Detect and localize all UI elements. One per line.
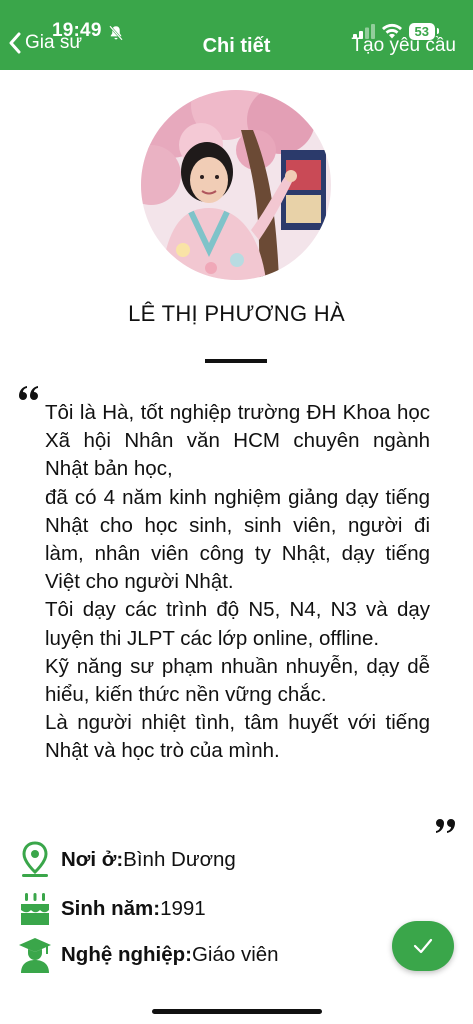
quote-open-icon (18, 384, 40, 404)
birth-year-row (18, 890, 206, 928)
confirm-button[interactable] (392, 921, 454, 971)
bio-paragraph: đã có 4 năm kinh nghiệm giảng dạy tiếng Nhật cho học sinh, sinh viên, người đi làm, nhân viên công ty Nhật, dạy tiếng Việt cho người Nhật. (45, 485, 430, 594)
avatar-photo (141, 90, 331, 280)
birthday-cake-icon (18, 890, 52, 928)
name-divider (205, 359, 267, 363)
location-pin-icon (19, 841, 51, 879)
occupation-value: Giáo viên (191, 943, 279, 966)
check-icon (412, 937, 434, 955)
create-request-button[interactable]: Tạo yêu cầu (351, 35, 456, 56)
birth-year-value: 1991 (160, 897, 206, 920)
location-value: Bình Dương (123, 848, 236, 871)
occupation-row (18, 936, 279, 974)
quote-close-icon (434, 815, 456, 835)
app-header (0, 0, 473, 70)
battery-icon: 53 (409, 23, 435, 40)
status-time: 19:49 (52, 20, 102, 41)
tutor-bio (45, 399, 430, 766)
bio-paragraph: Kỹ năng sư phạm nhuần nhuyễn, dạy dễ hiểu, kiến thức nền vững chắc. (45, 654, 430, 707)
bio-paragraph: Tôi dạy các trình độ N5, N4, N3 và dạy luyện thi JLPT các lớp online, offline. (45, 598, 430, 650)
bio-paragraph: Tôi là Hà, tốt nghiệp trường ĐH Khoa học Xã hội Nhân văn HCM chuyên ngành Nhật bản học, (45, 401, 430, 481)
page-title: Chi tiết (202, 35, 271, 57)
avatar (141, 90, 331, 280)
back-label: Gia sư (25, 32, 83, 53)
location-label: Nơi ở: (61, 848, 124, 871)
tutor-name: LÊ THỊ PHƯƠNG HÀ (128, 301, 345, 326)
home-indicator[interactable] (152, 1009, 322, 1014)
occupation-label: Nghệ nghiệp: (61, 943, 192, 966)
bio-paragraph: Là người nhiệt tình, tâm huyết với tiếng Nhật và học trò của mình. (45, 711, 430, 763)
location-row (18, 841, 236, 879)
graduate-icon (18, 936, 52, 974)
birth-year-label: Sinh năm: (61, 897, 161, 920)
